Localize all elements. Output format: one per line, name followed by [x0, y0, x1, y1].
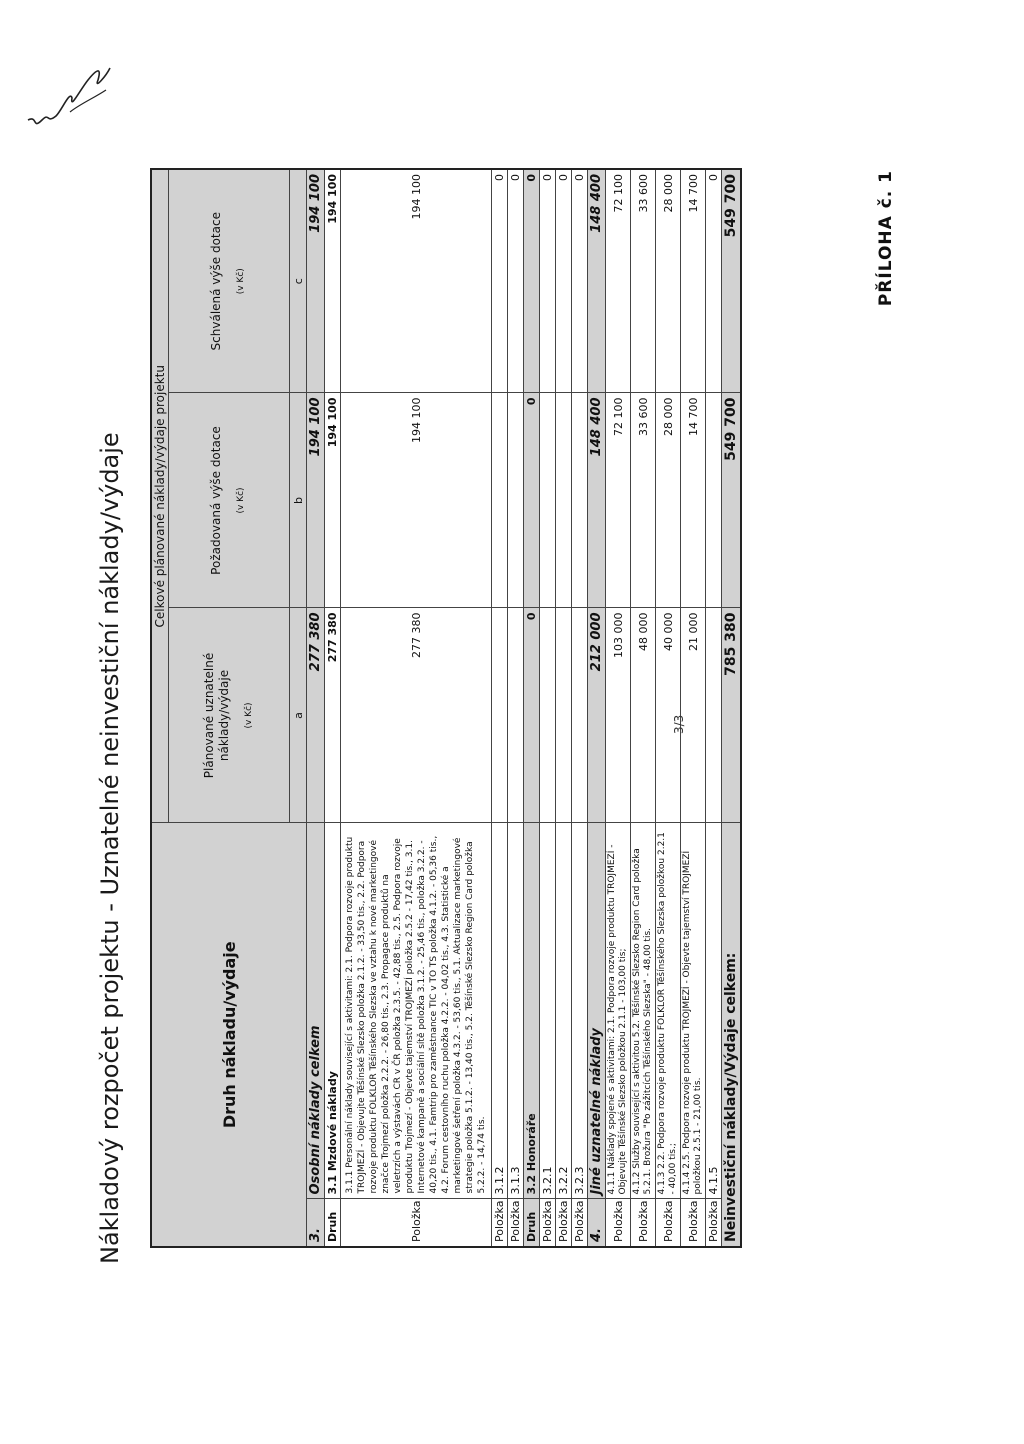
value-b: 72 100: [606, 393, 631, 608]
value-a: 21 000: [681, 608, 706, 823]
value-a: [572, 608, 588, 823]
header-col-b-label: Požadovaná výše dotace: [209, 426, 223, 575]
row-label: 3.1.3: [508, 823, 524, 1199]
value-b: [540, 393, 556, 608]
header-col-a: [169, 608, 290, 823]
value-b: [706, 393, 722, 608]
value-c: 0: [524, 169, 540, 393]
value-b: [572, 393, 588, 608]
item-row-4-1-4: [681, 169, 706, 1247]
value-a: 277 380: [325, 608, 341, 823]
druh-row-3-1: [325, 169, 341, 1247]
row-label: 3.1.2: [492, 823, 508, 1199]
header-col-c: [169, 169, 290, 393]
section-row-4: [588, 169, 606, 1247]
total-b: 549 700: [722, 393, 742, 608]
document-title: Nákladový rozpočet projektu - Uznatelné neinvestiční náklady/výdaje: [96, 432, 124, 1264]
letter-a: a: [290, 608, 307, 823]
value-a: [706, 608, 722, 823]
value-a: [508, 608, 524, 823]
item-row-3-1-1: [341, 169, 492, 1247]
value-c: 14 700: [681, 169, 706, 393]
header-druh: Druh nákladu/výdaje: [151, 823, 307, 1247]
budget-table: [150, 168, 742, 1248]
value-c: 0: [556, 169, 572, 393]
value-c: 194 100: [341, 169, 492, 393]
letter-b: b: [290, 393, 307, 608]
row-kind: Položka: [631, 1199, 656, 1247]
item-row-4-1-5: [706, 169, 722, 1247]
section-code: 3.: [307, 1199, 325, 1247]
value-c: 72 100: [606, 169, 631, 393]
row-description: 3.1.1 Personální náklady související s aktivitami: 2.1. Podpora rozvoje produktu TROJMEZÍ - Objevujte Těšínské Slezsko položka 2.1.2. - 33,50 tis., 2.2. Podpora rozvoje produktu FOLKLOR Těšínského Slezska ve vztahu k nové marketingové značce Trojmezí položka 2.2.2. - 26,80 tis., 2.3. Propagace produktů na veletrzích a výstavách CR v ČR položka 2.3.5. - 42,88 tis., 2.5. Podpora rozvoje produktu Trojmezí - Objevte tajemství TROJMEZÍ položka 2.5.2 - 17,42 tis., 3.1. Internetové kampaně a sociální sítě položka 3.1.2. - 25,46 tis., položka 3.2.2. - 40,20 tis., 4.1. Famtrip pro zaměstnance TIC v TO TS položka 4.1.2. - 05,36 tis., 4.2. Forum cestovního ruchu položka 4.2.2. - 04,02 tis., 4.3. Statistické a marketingové šetření položka 4.3.2. - 53,60 tis., 5.1. Aktualizace marketingové strategie položka 5.1.2. - 13,40 tis., 5.2. Těšínské Slezsko Region Card položka 5.2.2. - 14,74 tis.: [341, 823, 492, 1199]
row-kind: Položka: [572, 1199, 588, 1247]
row-kind: Položka: [492, 1199, 508, 1247]
row-kind: Položka: [556, 1199, 572, 1247]
row-label: 4.1.5: [706, 823, 722, 1199]
value-b: 194 100: [307, 393, 325, 608]
item-row-4-1-1: [606, 169, 631, 1247]
row-label: 3.1 Mzdové náklady: [325, 823, 341, 1199]
value-a: 277 380: [341, 608, 492, 823]
value-c: 0: [572, 169, 588, 393]
letter-c: c: [290, 169, 307, 393]
value-a: [492, 608, 508, 823]
value-a: [556, 608, 572, 823]
item-row-3-2-2: [556, 169, 572, 1247]
total-c: 549 700: [722, 169, 742, 393]
header-col-b: [169, 393, 290, 608]
row-label: 3.2.3: [572, 823, 588, 1199]
value-a: [540, 608, 556, 823]
unit-label: (v Kč): [236, 268, 246, 295]
appendix-label: PŘÍLOHA č. 1: [876, 170, 896, 307]
value-b: 0: [524, 393, 540, 608]
row-kind: Položka: [606, 1199, 631, 1247]
header-group-row: [151, 169, 169, 1247]
item-row-3-2-1: [540, 169, 556, 1247]
total-label: Neinvestiční náklady/Výdaje celkem:: [722, 823, 742, 1247]
row-description: 4.1.1 Náklady spojené s aktivitami: 2.1. Podpora rozvoje produktu TROJMEZÍ - Objevujte Těšínské Slezsko položkou 2.1.1 - 103,00 tis;: [606, 823, 631, 1199]
value-b: [492, 393, 508, 608]
unit-label: (v Kč): [236, 487, 246, 514]
value-b: 194 100: [325, 393, 341, 608]
value-c: 33 600: [631, 169, 656, 393]
row-kind: Druh: [325, 1199, 341, 1247]
item-row-3-1-3: [508, 169, 524, 1247]
value-c: 148 400: [588, 169, 606, 393]
row-description: 4.1.4 2.5. Podpora rozvoje produktu TROJMEZÍ - Objevte tajemství TROJMEZÍ položkou 2.5.1 - 21,00 tis.: [681, 823, 706, 1199]
value-b: 28 000: [656, 393, 681, 608]
value-a: 103 000: [606, 608, 631, 823]
value-b: 194 100: [341, 393, 492, 608]
value-c: 194 100: [325, 169, 341, 393]
total-a: 785 380: [722, 608, 742, 823]
druh-row-3-2: [524, 169, 540, 1247]
value-b: [556, 393, 572, 608]
value-c: 0: [706, 169, 722, 393]
header-col-a-label: Plánované uznatelné náklady/výdaje: [201, 652, 231, 779]
value-a: 277 380: [307, 608, 325, 823]
section-label: Jiné uznatelné náklady: [588, 823, 606, 1199]
value-c: 194 100: [307, 169, 325, 393]
row-kind: Položka: [706, 1199, 722, 1247]
row-label: 3.2 Honoráře: [524, 823, 540, 1199]
row-description: 4.1.2 Služby související s aktivitou 5.2. Těšínské Slezsko Region Card položka 5.2.1. Brožura "Po zážitcích Těšínského Slezska" - 48,00 tis.: [631, 823, 656, 1199]
value-c: 28 000: [656, 169, 681, 393]
section-code: 4.: [588, 1199, 606, 1247]
value-a: 48 000: [631, 608, 656, 823]
value-b: 33 600: [631, 393, 656, 608]
value-b: 148 400: [588, 393, 606, 608]
header-group: Celkové plánované náklady/výdaje projektu: [151, 169, 169, 823]
value-c: 0: [508, 169, 524, 393]
row-kind: Položka: [341, 1199, 492, 1247]
value-a: 212 000: [588, 608, 606, 823]
item-row-4-1-3: [656, 169, 681, 1247]
section-row-3: [307, 169, 325, 1247]
row-label: 3.2.1: [540, 823, 556, 1199]
row-kind: Položka: [508, 1199, 524, 1247]
item-row-3-2-3: [572, 169, 588, 1247]
value-a: 0: [524, 608, 540, 823]
row-kind: Druh: [524, 1199, 540, 1247]
value-b: 14 700: [681, 393, 706, 608]
row-kind: Položka: [540, 1199, 556, 1247]
header-col-c-label: Schválená výše dotace: [209, 212, 223, 351]
total-row: [722, 169, 742, 1247]
row-kind: Položka: [656, 1199, 681, 1247]
row-description: 4.1.3 2.2. Podpora rozvoje produktu FOLKLOR Těšínského Slezska položkou 2.2.1 - 40,00 tis.;: [656, 823, 681, 1199]
unit-label: (v Kč): [243, 702, 254, 729]
value-c: 0: [492, 169, 508, 393]
value-a: 40 000: [656, 608, 681, 823]
value-b: [508, 393, 524, 608]
item-row-3-1-2: [492, 169, 508, 1247]
section-label: Osobní náklady celkem: [307, 823, 325, 1199]
item-row-4-1-2: [631, 169, 656, 1247]
row-kind: Položka: [681, 1199, 706, 1247]
page-number: 3/3: [672, 714, 686, 734]
value-c: 0: [540, 169, 556, 393]
row-label: 3.2.2: [556, 823, 572, 1199]
